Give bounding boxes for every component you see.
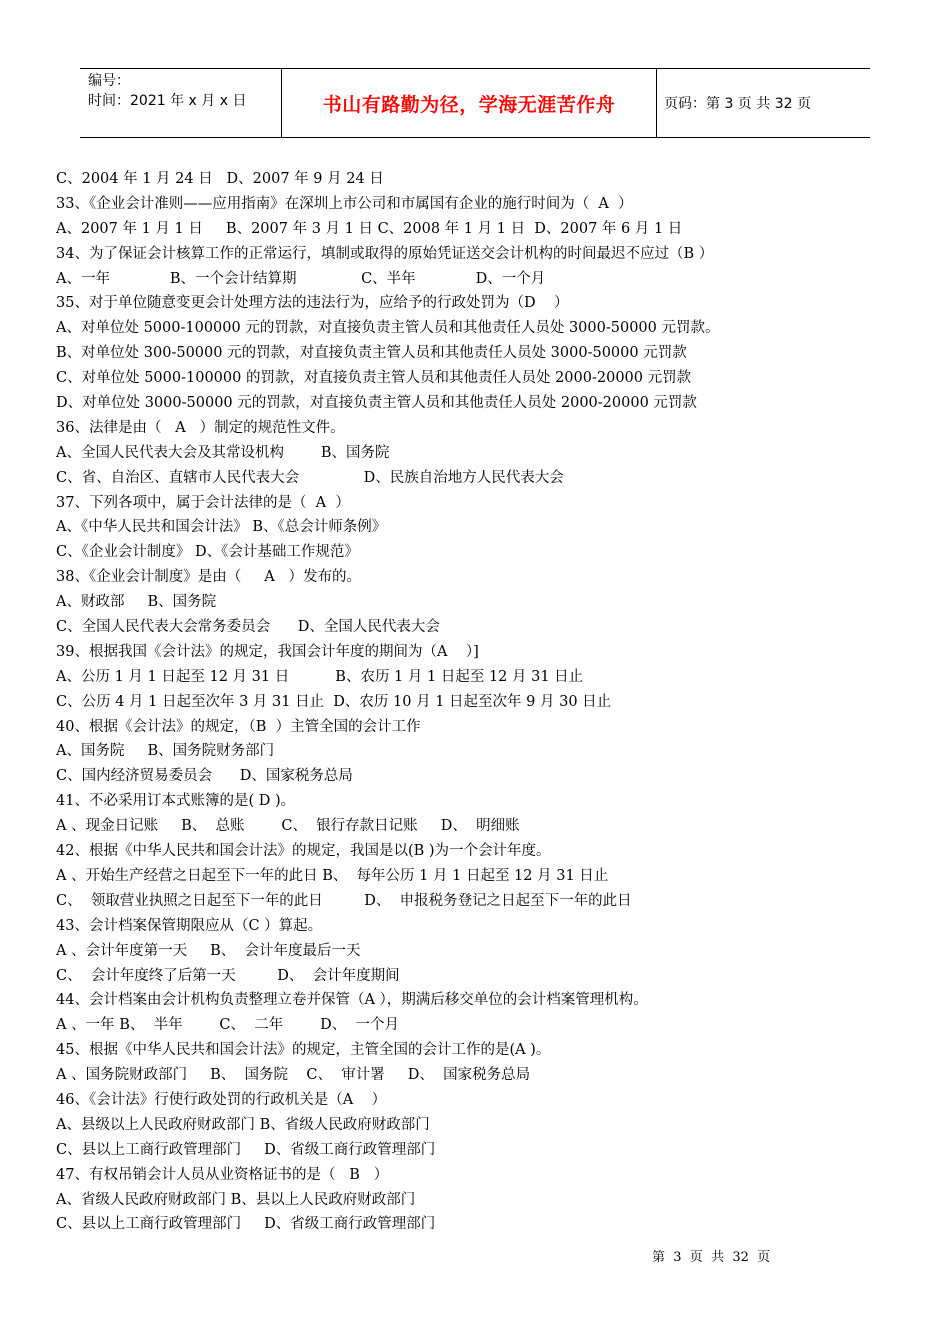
text-line: C、全国人民代表大会常务委员会 D、全国人民代表大会 <box>56 619 440 636</box>
text-line: C、省、自治区、直辖市人民代表大会 D、民族自治地方人民代表大会 <box>56 469 564 486</box>
text-line: A、全国人民代表大会及其常设机构 B、国务院 <box>56 444 390 461</box>
text-line: C、 会计年度终了后第一天 D、 会计年度期间 <box>56 967 400 984</box>
text-line: C、2004 年 1 月 24 日 D、2007 年 9 月 24 日 <box>56 171 384 187</box>
text-line: A、对单位处 5000-100000 元的罚款，对直接负责主管人员和其他责任人员处 3000-50000 元罚款。 <box>56 320 720 337</box>
question-40: 40、根据《会计法》的规定，（B ）主管全国的会计工作 <box>56 718 421 735</box>
page-header <box>80 68 870 138</box>
page-footer: 第 3 页 共 32 页 <box>652 1250 771 1265</box>
text-line: A、县级以上人民政府财政部门 B、省级人民政府财政部门 <box>56 1116 430 1133</box>
text-line: C、国内经济贸易委员会 D、国家税务总局 <box>56 768 353 785</box>
doc-number-label: 编号： <box>88 73 130 89</box>
question-43: 43、会计档案保管期限应从（C ）算起。 <box>56 917 323 934</box>
question-44: 44、会计档案由会计机构负责整理立卷并保管（A ），期满后移交单位的会计档案管理机构。 <box>56 992 648 1009</box>
question-33: 33、《企业会计准则——应用指南》在深圳上市公司和市属国有企业的施行时间为（ A ） <box>56 195 633 212</box>
text-line: A 、会计年度第一天 B、 会计年度最后一天 <box>56 942 361 959</box>
text-line: A、财政部 B、国务院 <box>56 594 217 611</box>
question-36: 36、法律是由（ A ）制定的规范性文件。 <box>56 419 345 436</box>
text-line: A 、一年 B、 半年 C、 二年 D、 一个月 <box>56 1017 399 1034</box>
text-line: D、对单位处 3000-50000 元的罚款，对直接负责主管人员和其他责任人员处 2000-20000 元罚款 <box>56 395 697 412</box>
question-42: 42、根据《中华人民共和国会计法》的规定，我国是以(B )为一个会计年度。 <box>56 843 551 860</box>
text-line: A、国务院 B、国务院财务部门 <box>56 743 275 760</box>
text-line: C、 领取营业执照之日起至下一年的此日 D、 申报税务登记之日起至下一年的此日 <box>56 892 632 909</box>
question-47: 47、有权吊销会计人员从业资格证书的是（ B ） <box>56 1166 389 1183</box>
header-motto-cell <box>282 69 657 137</box>
question-39: 39、根据我国《会计法》的规定，我国会计年度的期间为（A ）] <box>56 643 479 660</box>
text-line: A 、国务院财政部门 B、 国务院 C、 审计署 D、 国家税务总局 <box>56 1067 531 1084</box>
question-41: 41、不必采用订本式账簿的是( D )。 <box>56 793 296 810</box>
text-line: A、《中华人民共和国会计法》 B、《总会计师条例》 <box>56 519 387 536</box>
text-line: B、对单位处 300-50000 元的罚款，对直接负责主管人员和其他责任人员处 3000-50000 元罚款 <box>56 345 687 362</box>
text-line: C、县以上工商行政管理部门 D、省级工商行政管理部门 <box>56 1141 436 1158</box>
document-body <box>56 167 876 1237</box>
text-line: A、公历 1 月 1 日起至 12 月 31 日 B、农历 1 月 1 日起至 12 月 31 日止 <box>56 668 584 685</box>
text-line: A、省级人民政府财政部门 B、县以上人民政府财政部门 <box>56 1191 416 1208</box>
motto-text: 书山有路勤为径，学海无涯苦作舟 <box>322 93 616 116</box>
text-line: C、对单位处 5000-100000 的罚款，对直接负责主管人员和其他责任人员处 2000-20000 元罚款 <box>56 370 692 387</box>
question-34: 34、为了保证会计核算工作的正常运行，填制或取得的原始凭证送交会计机构的时间最迟不应过（B ） <box>56 245 714 262</box>
question-38: 38、《企业会计制度》是由（ A ）发布的。 <box>56 569 362 586</box>
date-label: 时间：2021 年 x 月 x 日 <box>88 93 247 109</box>
header-left-cell <box>80 69 282 137</box>
text-line: A 、现金日记账 B、 总账 C、 银行存款日记账 D、 明细账 <box>56 818 520 835</box>
question-46: 46、《会计法》行使行政处罚的行政机关是（A ） <box>56 1091 387 1108</box>
text-line: C、《企业会计制度》 D、《会计基础工作规范》 <box>56 544 359 561</box>
header-page-cell <box>656 69 870 137</box>
page-info: 页码：第 3 页 共 32 页 <box>664 96 811 112</box>
question-37: 37、下列各项中，属于会计法律的是（ A ） <box>56 494 350 511</box>
text-line: C、公历 4 月 1 日起至次年 3 月 31 日止 D、农历 10 月 1 日起至次年 9 月 30 日止 <box>56 693 612 710</box>
question-35: 35、对于单位随意变更会计处理方法的违法行为，应给予的行政处罚为（D ） <box>56 295 569 312</box>
question-45: 45、根据《中华人民共和国会计法》的规定，主管全国的会计工作的是(A )。 <box>56 1042 551 1059</box>
text-line: A、一年 B、一个会计结算期 C、半年 D、一个月 <box>56 270 546 287</box>
text-line: A、2007 年 1 月 1 日 B、2007 年 3 月 1 日 C、2008 年 1 月 1 日 D、2007 年 6 月 1 日 <box>56 220 683 237</box>
text-line: C、县以上工商行政管理部门 D、省级工商行政管理部门 <box>56 1216 436 1233</box>
text-line: A 、开始生产经营之日起至下一年的此日 B、 每年公历 1 月 1 日起至 12 月 31 日止 <box>56 867 609 884</box>
